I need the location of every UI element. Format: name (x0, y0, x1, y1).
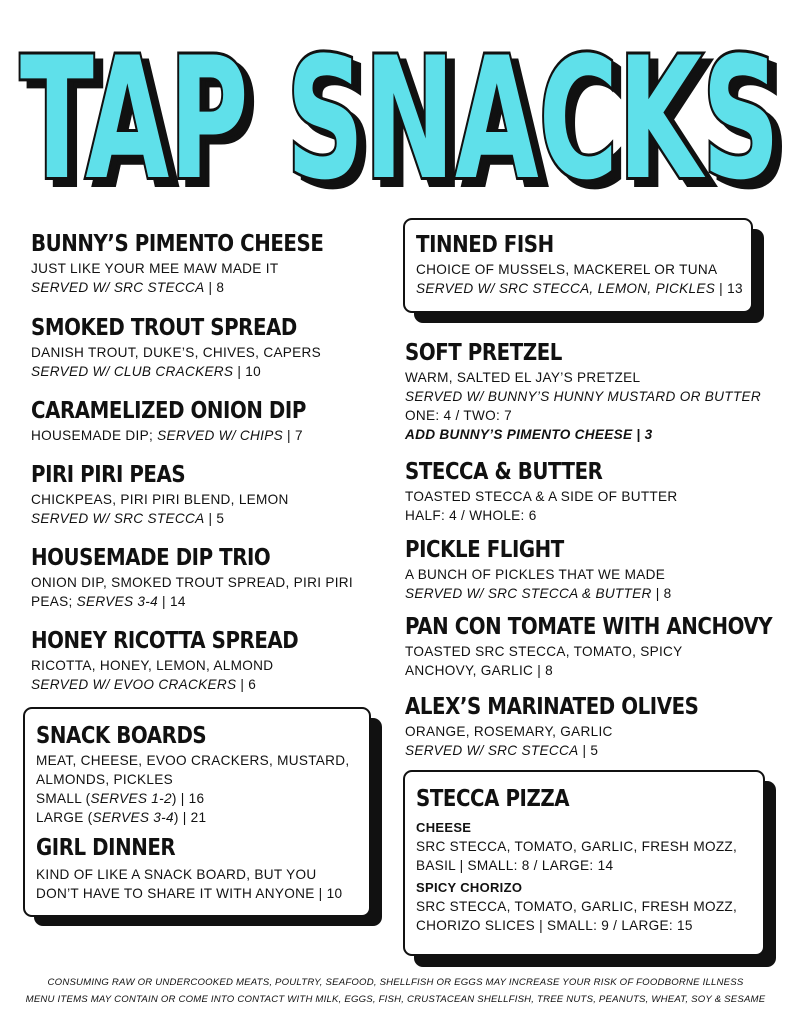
stecca-pizza-box (403, 770, 765, 956)
menu-item-dip-trio (31, 543, 353, 611)
item-desc: ORANGE, ROSEMARY, GARLIC (405, 724, 613, 739)
pizza-cheese-label: CHEESE (416, 820, 472, 835)
item-desc-cont: CHORIZO SLICES | SMALL: 9 / LARGE: 15 (416, 918, 693, 933)
item-price: | 5 (204, 511, 225, 526)
item-desc: A BUNCH OF PICKLES THAT WE MADE (405, 567, 666, 582)
menu-item-piri-piri-peas (31, 460, 289, 528)
menu-item-soft-pretzel (405, 338, 761, 444)
item-served: SERVED W/ CHIPS (157, 428, 283, 443)
item-name: CARAMELIZED ONION DIP (31, 398, 306, 424)
item-price: | 8 (651, 586, 672, 601)
item-served: SERVED W/ CLUB CRACKERS (31, 364, 234, 379)
item-name: STECCA PIZZA (416, 786, 570, 812)
item-price: | 7 (282, 428, 303, 443)
item-desc: KIND OF LIKE A SNACK BOARD, BUT YOU (36, 867, 317, 882)
item-addon: ADD BUNNY’S PIMENTO CHEESE | 3 (405, 427, 653, 442)
item-desc: WARM, SALTED EL JAY’S PRETZEL (405, 370, 641, 385)
item-price: | 10 (233, 364, 262, 379)
item-served: SERVED W/ BUNNY’S HUNNY MUSTARD OR BUTTER (405, 389, 761, 404)
item-price: | 6 (236, 677, 257, 692)
snack-boards-box (23, 707, 371, 917)
item-served: SERVED W/ SRC STECCA (31, 280, 205, 295)
item-name: HONEY RICOTTA SPREAD (31, 628, 299, 654)
item-desc: SRC STECCA, TOMATO, GARLIC, FRESH MOZZ, (416, 899, 738, 914)
tinned-fish-box (403, 218, 753, 313)
item-name: PIRI PIRI PEAS (31, 462, 186, 488)
item-desc: CHICKPEAS, PIRI PIRI BLEND, LEMON (31, 492, 289, 507)
menu-item-onion-dip (31, 396, 351, 445)
item-desc: JUST LIKE YOUR MEE MAW MADE IT (31, 261, 279, 276)
item-desc: RICOTTA, HONEY, LEMON, ALMOND (31, 658, 274, 673)
item-desc: MEAT, CHEESE, EVOO CRACKERS, MUSTARD, (36, 753, 350, 768)
item-price: HALF: 4 / WHOLE: 6 (405, 508, 537, 523)
menu-item-stecca-butter (405, 457, 678, 525)
item-name: SOFT PRETZEL (405, 340, 562, 366)
menu-item-smoked-trout (31, 313, 340, 381)
size-small: SMALL (SERVES 1-2) | 16 (36, 791, 205, 806)
item-desc: TOASTED STECCA & A SIDE OF BUTTER (405, 489, 678, 504)
item-name: PAN CON TOMATE WITH ANCHOVY (405, 614, 773, 640)
menu-item-pan-con-tomate (405, 612, 791, 680)
size-large: LARGE (SERVES 3-4) | 21 (36, 810, 207, 825)
item-desc: HOUSEMADE DIP; (31, 428, 158, 443)
item-desc-cont: DON’T HAVE TO SHARE IT WITH ANYONE | 10 (36, 886, 343, 901)
item-served: SERVES 3-4 (76, 594, 158, 609)
item-price: | 14 (157, 594, 186, 609)
item-name: BUNNY’S PIMENTO CHEESE (31, 231, 324, 257)
pizza-chorizo-label: SPICY CHORIZO (416, 880, 523, 895)
item-price: | 8 (204, 280, 225, 295)
item-served: SERVED W/ SRC STECCA & BUTTER (405, 586, 652, 601)
item-desc-cont: ALMONDS, PICKLES (36, 772, 174, 787)
item-desc: TOASTED SRC STECCA, TOMATO, SPICY (405, 644, 683, 659)
menu-item-olives (405, 692, 746, 760)
item-desc-cont: ANCHOVY, GARLIC | 8 (405, 663, 553, 678)
item-desc-cont: PEAS; (31, 594, 77, 609)
item-desc: ONION DIP, SMOKED TROUT SPREAD, PIRI PIRI (31, 575, 353, 590)
item-name: PICKLE FLIGHT (405, 537, 564, 563)
footer-allergens: MENU ITEMS MAY CONTAIN OR COME INTO CONTACT WITH MILK, EGGS, FISH, CRUSTACEAN SHELLFISH, TREE NUTS, PEANUTS, WHEAT, SOY & SESAME (25, 994, 766, 1005)
item-name: SNACK BOARDS (36, 723, 207, 749)
item-served: SERVED W/ SRC STECCA (31, 511, 205, 526)
title-face: TAP SNACKS (20, 21, 780, 204)
item-served: SERVED W/ SRC STECCA, LEMON, PICKLES (416, 281, 716, 296)
item-desc: SRC STECCA, TOMATO, GARLIC, FRESH MOZZ, (416, 839, 738, 854)
item-price: | 5 (578, 743, 599, 758)
item-price: | 13 (715, 281, 743, 296)
item-name-girl-dinner: GIRL DINNER (36, 835, 176, 861)
item-name: TINNED FISH (416, 232, 554, 258)
menu-title (0, 14, 791, 204)
item-price: ONE: 4 / TWO: 7 (405, 408, 512, 423)
menu-item-pimento-cheese (31, 229, 371, 297)
title-shadow: TAP SNACKS (28, 28, 788, 204)
item-name: SMOKED TROUT SPREAD (31, 315, 297, 341)
item-desc: DANISH TROUT, DUKE’S, CHIVES, CAPERS (31, 345, 322, 360)
item-name: ALEX’S MARINATED OLIVES (405, 694, 699, 720)
item-served: SERVED W/ SRC STECCA (405, 743, 579, 758)
item-desc: CHOICE OF MUSSELS, MACKEREL OR TUNA (416, 262, 718, 277)
menu-item-honey-ricotta (31, 626, 342, 694)
footer-warning: CONSUMING RAW OR UNDERCOOKED MEATS, POULTRY, SEAFOOD, SHELLFISH OR EGGS MAY INCREASE YOUR RISK OF FOODBORNE ILLNESS (47, 977, 744, 988)
item-name: HOUSEMADE DIP TRIO (31, 545, 271, 571)
item-served: SERVED W/ EVOO CRACKERS (31, 677, 237, 692)
menu-item-pickle-flight (405, 535, 671, 603)
item-name: STECCA & BUTTER (405, 459, 603, 485)
item-desc-cont: BASIL | SMALL: 8 / LARGE: 14 (416, 858, 614, 873)
